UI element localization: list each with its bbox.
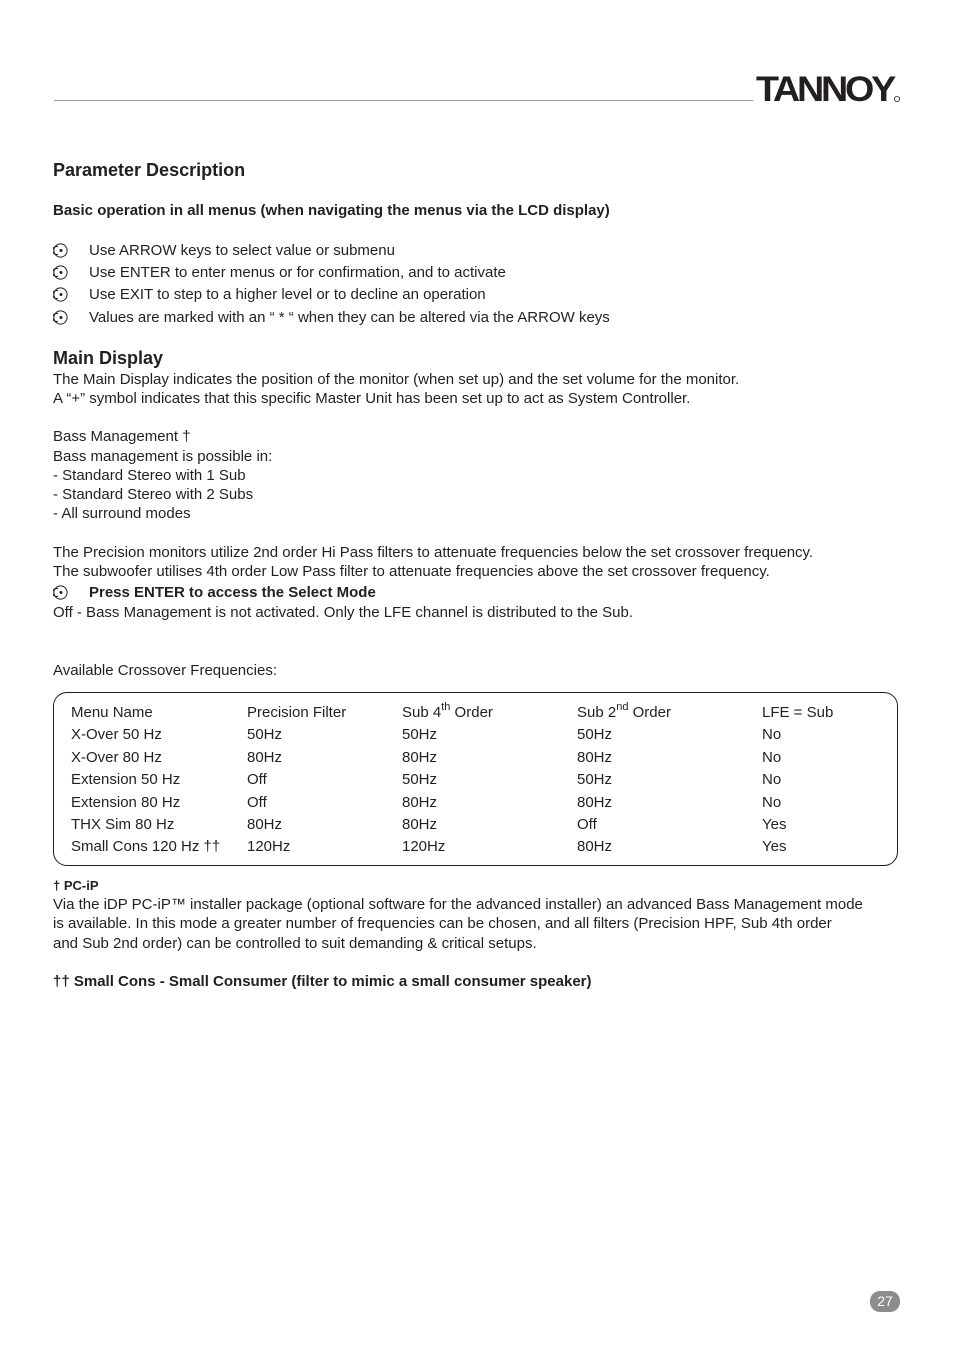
crossover-table (53, 692, 898, 866)
table-cell: 80Hz (402, 794, 438, 811)
svg-text:TANNOY: TANNOY (756, 70, 896, 104)
table-header-cell: Menu Name (71, 704, 153, 721)
bullet-enter-key: Use ENTER to enter menus or for confirmation, and to activate (89, 264, 506, 281)
table-header-cell: Precision Filter (247, 704, 347, 721)
table-cell: Off (247, 794, 267, 811)
table-cell: No (762, 749, 782, 766)
main-display-line: A “+” symbol indicates that this specific Master Unit has been set up to act as System Controller. (53, 390, 691, 407)
bass-management-line: - Standard Stereo with 2 Subs (53, 486, 254, 503)
table-cell: X-Over 80 Hz (71, 749, 162, 766)
table-cell: No (762, 726, 782, 743)
footnote-pc-ip-line: Via the iDP PC-iP™ installer package (optional software for the advanced installer) an advanced Bass Management mode (53, 896, 863, 913)
enter-key-icon (53, 585, 68, 600)
table-cell: Extension 80 Hz (71, 794, 181, 811)
press-enter-instruction: Press ENTER to access the Select Mode (89, 584, 376, 601)
main-display-line: The Main Display indicates the position of the monitor (when set up) and the set volume for the monitor. (53, 371, 740, 388)
precision-line: The subwoofer utilises 4th order Low Pass filter to attenuate frequencies above the set crossover frequency. (53, 563, 770, 580)
main-display-title: Main Display (53, 348, 164, 368)
footnote-pc-ip-line: and Sub 2nd order) can be controlled to suit demanding & critical setups. (53, 935, 537, 952)
table-cell: 80Hz (247, 749, 283, 766)
table-cell: 50Hz (402, 771, 438, 788)
bass-management-line: - Standard Stereo with 1 Sub (53, 467, 246, 484)
off-mode-description: Off - Bass Management is not activated. Only the LFE channel is distributed to the Sub. (53, 604, 634, 621)
table-cell: 50Hz (247, 726, 283, 743)
enter-key-icon (53, 243, 68, 258)
table-cell: 80Hz (577, 794, 613, 811)
table-cell: 80Hz (402, 816, 438, 833)
enter-key-icon (53, 265, 68, 280)
table-cell: THX Sim 80 Hz (71, 816, 175, 833)
table-cell: 50Hz (577, 726, 613, 743)
precision-line: The Precision monitors utilize 2nd order Hi Pass filters to attenuate frequencies below the set crossover frequency. (53, 544, 814, 561)
table-cell: 50Hz (402, 726, 438, 743)
table-cell: Extension 50 Hz (71, 771, 181, 788)
bass-management-line: - All surround modes (53, 505, 191, 522)
enter-key-icon (53, 310, 68, 325)
table-cell: 80Hz (577, 838, 613, 855)
table-cell: 120Hz (247, 838, 291, 855)
enter-key-icon (53, 287, 68, 302)
footnote-small-cons: †† Small Cons - Small Consumer (filter to mimic a small consumer speaker) (53, 973, 592, 990)
table-cell: 80Hz (577, 749, 613, 766)
available-frequencies-label: Available Crossover Frequencies: (53, 662, 277, 679)
section-title: Parameter Description (53, 160, 246, 180)
page-number: 27 (870, 1291, 900, 1312)
table-header-cell: Sub 2nd Order (577, 701, 671, 721)
table-cell: Off (247, 771, 267, 788)
table-cell: 120Hz (402, 838, 446, 855)
table-cell: No (762, 794, 782, 811)
table-cell: Off (577, 816, 597, 833)
bullet-arrow-keys: Use ARROW keys to select value or submenu (89, 242, 395, 259)
header-rule (54, 100, 753, 101)
basic-operation-heading: Basic operation in all menus (when navigating the menus via the LCD display) (53, 202, 610, 219)
bass-management-line: Bass management is possible in: (53, 448, 273, 465)
footnote-pc-ip-title: † PC-iP (53, 878, 99, 893)
table-cell: 50Hz (577, 771, 613, 788)
bass-management-line: Bass Management † (53, 428, 191, 445)
tannoy-logo (756, 70, 901, 104)
table-cell: No (762, 771, 782, 788)
table-cell: 80Hz (247, 816, 283, 833)
bullet-exit-key: Use EXIT to step to a higher level or to decline an operation (89, 286, 486, 303)
table-cell: Yes (762, 816, 787, 833)
table-cell: Yes (762, 838, 787, 855)
footnote-pc-ip-line: is available. In this mode a greater number of frequencies can be chosen, and all filters (Precision HPF, Sub 4th order (53, 915, 832, 932)
table-header-cell: Sub 4th Order (402, 701, 493, 721)
table-cell: 80Hz (402, 749, 438, 766)
table-cell: Small Cons 120 Hz †† (71, 838, 221, 855)
table-header-cell: LFE = Sub (762, 704, 834, 721)
table-cell: X-Over 50 Hz (71, 726, 162, 743)
bullet-values-marked: Values are marked with an “ * “ when they can be altered via the ARROW keys (89, 309, 610, 326)
